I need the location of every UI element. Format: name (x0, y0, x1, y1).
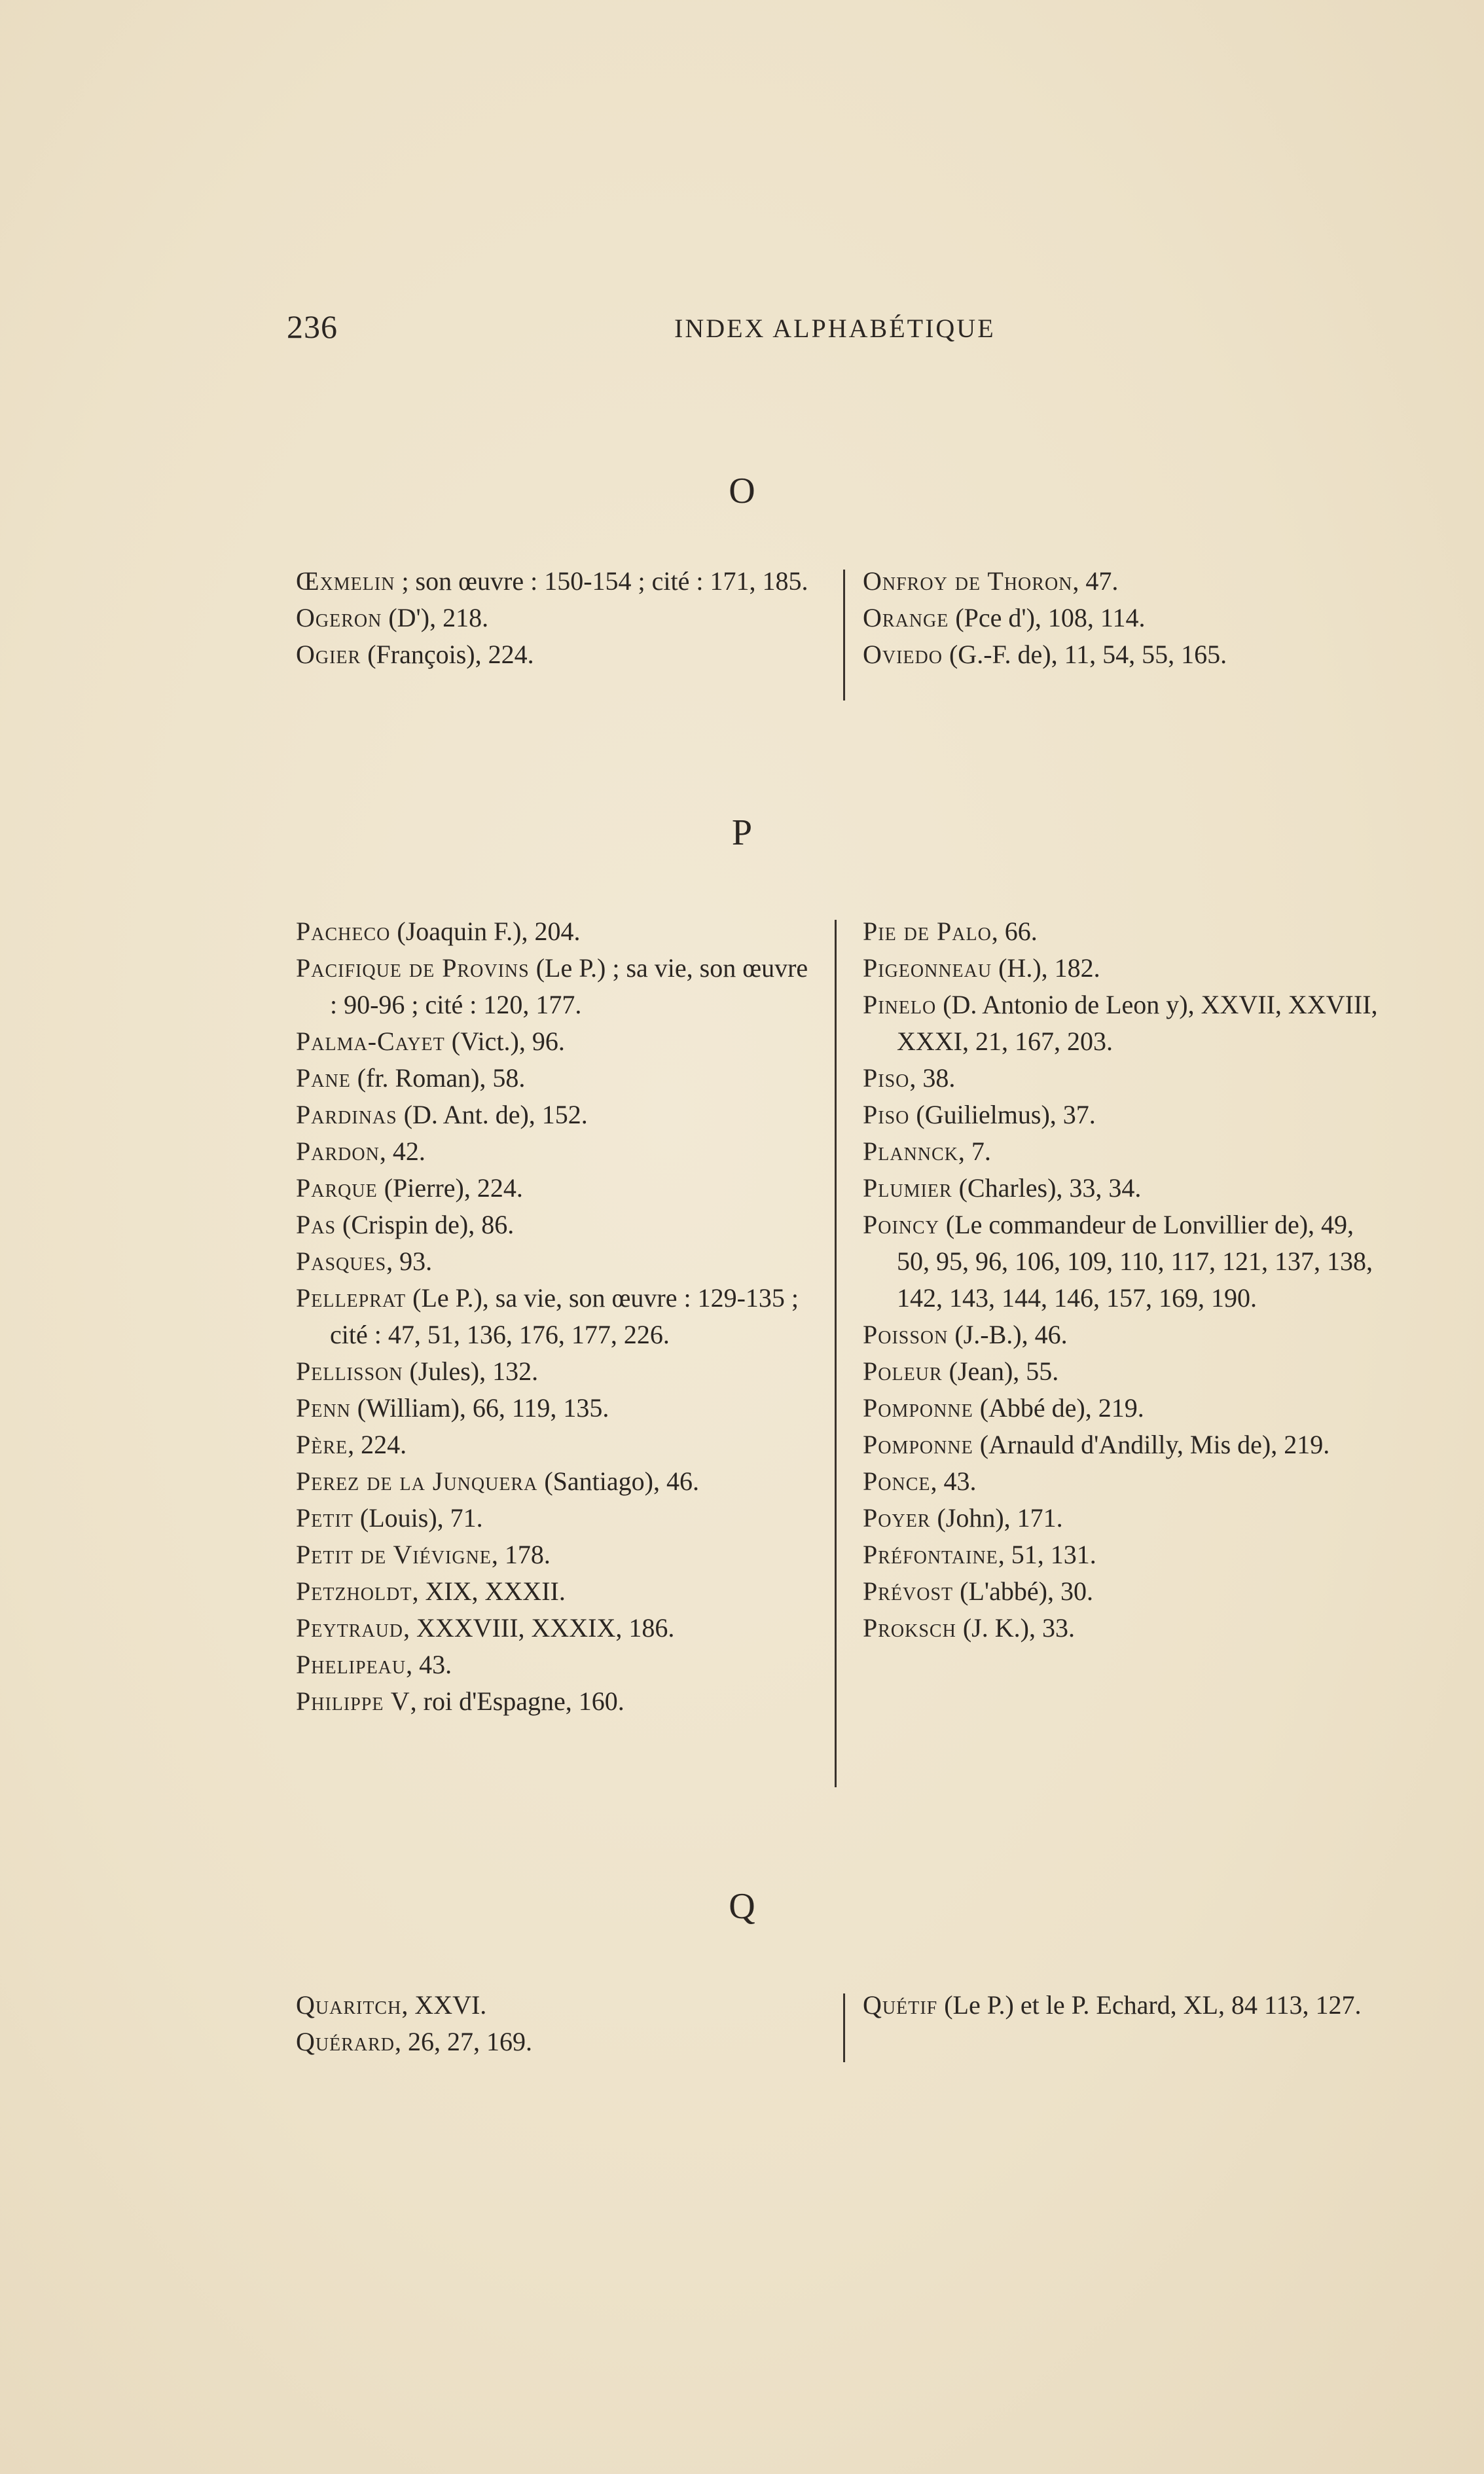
running-title: INDEX ALPHABÉTIQUE (674, 314, 996, 343)
section-letter-p: P (731, 812, 753, 853)
index-entry (296, 636, 820, 673)
index-entry (296, 2024, 820, 2060)
index-entry (296, 1390, 820, 1427)
entry-references: , 43. (406, 1650, 452, 1679)
index-entry (863, 1207, 1386, 1317)
index-entry (863, 1170, 1386, 1207)
index-entry (296, 1683, 820, 1720)
entry-references: , 93. (386, 1246, 433, 1276)
entry-references: , 178. (491, 1540, 551, 1569)
entry-name: Proksch (863, 1613, 956, 1643)
entry-name: Petzholdt (296, 1576, 412, 1606)
index-entry (296, 1097, 820, 1133)
entry-references: (G.-F. de), 11, 54, 55, 165. (942, 640, 1227, 669)
entry-references: , 66. (991, 917, 1038, 946)
index-entry (296, 950, 820, 1023)
entry-references: , XXXVIII, XXXIX, 186. (403, 1613, 675, 1643)
entry-name: Palma-Cayet (296, 1027, 445, 1056)
entry-name: Poyer (863, 1503, 931, 1533)
section-o-left-column (296, 563, 820, 673)
entry-references: (J. K.), 33. (956, 1613, 1075, 1643)
index-entry (296, 1353, 820, 1390)
entry-name: Oviedo (863, 640, 943, 669)
entry-name: Quaritch (296, 1990, 402, 2020)
entry-name: Prévost (863, 1576, 954, 1606)
section-q-right-column (863, 1987, 1386, 2024)
index-entry (863, 987, 1386, 1060)
index-entry (296, 1646, 820, 1683)
entry-references: (fr. Roman), 58. (350, 1063, 526, 1093)
section-o-right-column (863, 563, 1386, 673)
entry-references: (Le P.), sa vie, son œuvre : 129-135 ; cité : 47, 51, 136, 176, 177, 226. (330, 1283, 799, 1349)
index-entry (296, 1243, 820, 1280)
entry-references: (Charles), 33, 34. (952, 1173, 1142, 1203)
entry-name: Quétif (863, 1990, 938, 2020)
entry-references: (Crispin de), 86. (336, 1210, 515, 1239)
entry-name: Pie de Palo (863, 917, 992, 946)
index-entry (296, 1207, 820, 1243)
entry-references: (D. Antonio de Leon y), XXVII, XXVIII, XXXI, 21, 167, 203. (897, 990, 1378, 1056)
entry-name: Pigeonneau (863, 953, 992, 983)
index-entry (863, 1060, 1386, 1097)
entry-references: , 38. (909, 1063, 956, 1093)
page-header (0, 308, 1484, 360)
index-entry (296, 1427, 820, 1463)
entry-name: Quérard (296, 2027, 395, 2056)
column-divider (843, 570, 845, 700)
entry-references: , 47. (1072, 566, 1119, 596)
entry-references: , 224. (348, 1430, 407, 1459)
entry-references: (François), 224. (361, 640, 534, 669)
entry-references: (Abbé de), 219. (973, 1393, 1144, 1423)
index-entry (296, 1610, 820, 1646)
entry-references: (Jules), 132. (403, 1356, 539, 1386)
entry-references: (Vict.), 96. (444, 1027, 565, 1056)
entry-references: (J.-B.), 46. (948, 1320, 1068, 1349)
entry-name: Poisson (863, 1320, 949, 1349)
entry-name: Préfontaine (863, 1540, 998, 1569)
index-entry (863, 1317, 1386, 1353)
entry-name: Orange (863, 603, 949, 632)
entry-name: Piso (863, 1063, 910, 1093)
index-entry (863, 1573, 1386, 1610)
index-entry (296, 1280, 820, 1353)
entry-name: Onfroy de Thoron (863, 566, 1073, 596)
index-entry (296, 1463, 820, 1500)
entry-name: Père (296, 1430, 348, 1459)
section-letter-o: O (729, 471, 755, 511)
entry-references: , 7. (958, 1137, 991, 1166)
entry-name: Peytraud (296, 1613, 404, 1643)
entry-references: , 42. (379, 1137, 425, 1166)
entry-references: (D'), 218. (382, 603, 489, 632)
entry-name: Ogier (296, 640, 361, 669)
index-entry (863, 1427, 1386, 1463)
entry-name: Penn (296, 1393, 351, 1423)
index-entry (296, 1500, 820, 1537)
section-letter-q: Q (729, 1886, 755, 1927)
entry-name: Parque (296, 1173, 378, 1203)
entry-references: (William), 66, 119, 135. (350, 1393, 609, 1423)
column-divider (835, 920, 837, 1787)
index-entry (863, 563, 1386, 600)
entry-name: Pane (296, 1063, 351, 1093)
index-entry (296, 913, 820, 950)
entry-references: (D. Ant. de), 152. (397, 1100, 588, 1129)
index-entry (296, 563, 820, 600)
entry-name: Pas (296, 1210, 336, 1239)
index-entry (863, 1133, 1386, 1170)
entry-name: Ogeron (296, 603, 382, 632)
entry-references: (Arnauld d'Andilly, Mis de), 219. (973, 1430, 1330, 1459)
index-entry (296, 1537, 820, 1573)
entry-name: Philippe V (296, 1686, 410, 1716)
entry-references: (Le P.) ; sa vie, son œuvre : 90-96 ; cité : 120, 177. (330, 953, 808, 1019)
entry-name: Plumier (863, 1173, 952, 1203)
entry-name: Plannck (863, 1137, 958, 1166)
entry-references: (Pierre), 224. (377, 1173, 523, 1203)
entry-references: (L'abbé), 30. (953, 1576, 1093, 1606)
entry-references: (Le P.) et le P. Echard, XL, 84 113, 127. (937, 1990, 1362, 2020)
entry-references: (Jean), 55. (942, 1356, 1059, 1386)
entry-references: (Pce d'), 108, 114. (949, 603, 1146, 632)
index-entry (863, 1610, 1386, 1646)
index-entry (863, 913, 1386, 950)
index-entry (296, 1987, 820, 2024)
index-entry (296, 1133, 820, 1170)
index-entry (863, 1500, 1386, 1537)
entry-references: , XIX, XXXII. (412, 1576, 566, 1606)
entry-name: Poleur (863, 1356, 943, 1386)
index-entry (863, 1353, 1386, 1390)
index-entry (296, 1023, 820, 1060)
entry-name: Perez de la Junquera (296, 1466, 538, 1496)
entry-references: ; son œuvre : 150-154 ; cité : 171, 185. (395, 566, 808, 596)
index-entry (863, 1987, 1386, 2024)
index-entry (296, 1170, 820, 1207)
index-entry (296, 600, 820, 636)
entry-references: , 43. (930, 1466, 977, 1496)
entry-name: Pomponne (863, 1430, 973, 1459)
entry-name: Petit (296, 1503, 353, 1533)
entry-name: Pellisson (296, 1356, 403, 1386)
entry-references: , 26, 27, 169. (395, 2027, 533, 2056)
entry-references: (Le commandeur de Lonvillier de), 49, 50, 95, 96, 106, 109, 110, 117, 121, 137, 138, 142, 143, 144, 146, 157, 169, 190. (897, 1210, 1373, 1313)
entry-name: Pinelo (863, 990, 937, 1019)
entry-name: Piso (863, 1100, 910, 1129)
page-number: 236 (287, 308, 338, 345)
section-q-left-column (296, 1987, 820, 2060)
entry-name: Phelipeau (296, 1650, 407, 1679)
entry-name: Pelleprat (296, 1283, 407, 1313)
entry-name: Petit de Viévigne (296, 1540, 492, 1569)
entry-references: (H.), 182. (992, 953, 1100, 983)
entry-name: Pacheco (296, 917, 391, 946)
entry-references: (Louis), 71. (353, 1503, 483, 1533)
entry-name: Pardinas (296, 1100, 397, 1129)
entry-name: Pardon (296, 1137, 380, 1166)
entry-references: (Santiago), 46. (537, 1466, 699, 1496)
entry-references: (Guilielmus), 37. (909, 1100, 1096, 1129)
index-entry (863, 1097, 1386, 1133)
entry-references: , XXVI. (401, 1990, 487, 2020)
entry-name: Ponce (863, 1466, 931, 1496)
entry-references: (Joaquin F.), 204. (390, 917, 581, 946)
entry-references: , 51, 131. (998, 1540, 1096, 1569)
entry-name: Poincy (863, 1210, 939, 1239)
index-entry (863, 600, 1386, 636)
index-entry (863, 636, 1386, 673)
index-entry (296, 1573, 820, 1610)
entry-name: Pacifique de Provins (296, 953, 530, 983)
column-divider (843, 1993, 845, 2062)
index-entry (296, 1060, 820, 1097)
index-entry (863, 1463, 1386, 1500)
entry-references: , roi d'Espagne, 160. (410, 1686, 624, 1716)
index-entry (863, 1390, 1386, 1427)
index-entry (863, 1537, 1386, 1573)
entry-references: (John), 171. (930, 1503, 1063, 1533)
section-p-left-column (296, 913, 820, 1720)
entry-name: Pomponne (863, 1393, 973, 1423)
index-entry (863, 950, 1386, 987)
section-p-right-column (863, 913, 1386, 1646)
entry-name: Pasques (296, 1246, 387, 1276)
entry-name: Œxmelin (296, 566, 395, 596)
